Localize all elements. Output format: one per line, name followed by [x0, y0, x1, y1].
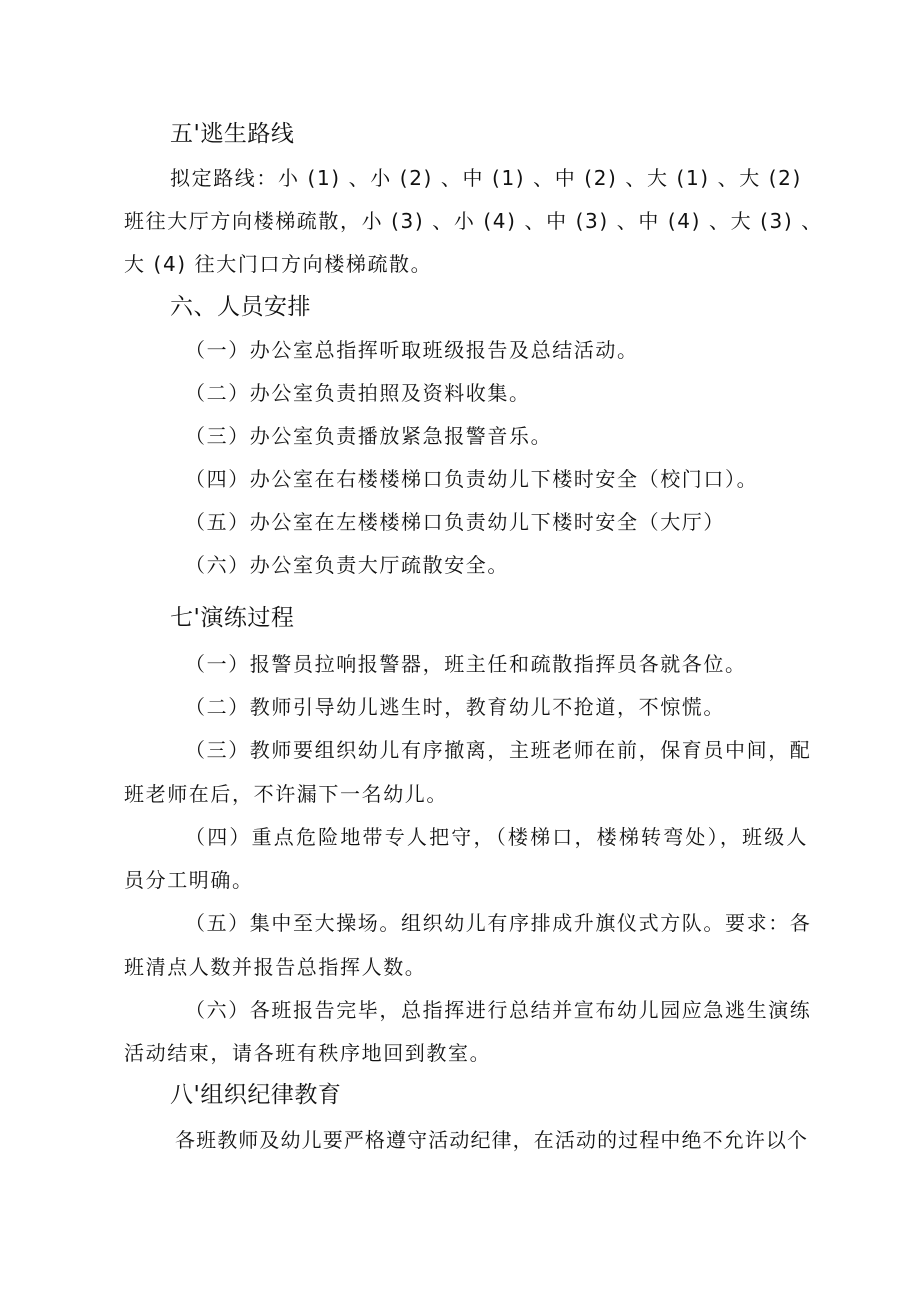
- list-item: （三）教师要组织幼儿有序撤离，主班老师在前，保育员中间，配: [185, 738, 812, 762]
- paragraph-line: 班清点人数并报告总指挥人数。: [124, 955, 427, 979]
- list-item: （五）集中至大操场。组织幼儿有序排成升旗仪式方队。要求：各: [185, 911, 812, 935]
- section-heading: 八'组织纪律教育: [170, 1082, 342, 1108]
- list-item: （六）办公室负责大厅疏散安全。: [185, 553, 509, 577]
- list-item: （二）办公室负责拍照及资料收集。: [185, 381, 531, 405]
- paragraph-line: 活动结束，请各班有秩序地回到教室。: [124, 1041, 492, 1065]
- list-item: （三）办公室负责播放紧急报警音乐。: [185, 424, 553, 448]
- list-item: （五）办公室在左楼楼梯口负责幼儿下楼时安全（大厅）: [185, 510, 725, 534]
- list-item: （一）办公室总指挥听取班级报告及总结活动。: [185, 338, 639, 362]
- section-heading: 六、人员安排: [170, 294, 311, 320]
- paragraph-line: 拟定路线：小 (1) 、小 (2) 、中 (1) 、中 (2) 、大 (1) 、大 (2): [170, 166, 802, 190]
- section-heading: 七'演练过程: [170, 605, 295, 631]
- list-item: （四）办公室在右楼楼梯口负责幼儿下楼时安全（校门口）。: [185, 467, 759, 491]
- list-item: （二）教师引导幼儿逃生时，教育幼儿不抢道，不惊慌。: [185, 695, 725, 719]
- list-item: （六）各班报告完毕，总指挥进行总结并宣布幼儿园应急逃生演练: [185, 998, 812, 1022]
- paragraph-line: 大 (4) 往大门口方向楼梯疏散。: [124, 252, 433, 276]
- list-item: （四）重点危险地带专人把守，（楼梯口，楼梯转弯处），班级人: [185, 825, 808, 849]
- paragraph-line: 各班教师及幼儿要严格遵守活动纪律，在活动的过程中绝不允许以个: [175, 1128, 808, 1152]
- section-heading: 五'逃生路线: [170, 121, 295, 147]
- paragraph-line: 班老师在后，不许漏下一名幼儿。: [124, 782, 448, 806]
- list-item: （一）报警员拉响报警器，班主任和疏散指挥员各就各位。: [185, 652, 747, 676]
- paragraph-line: 班往大厅方向楼梯疏散，小 (3) 、小 (4) 、中 (3) 、中 (4) 、大 (3) 、: [124, 209, 823, 233]
- paragraph-line: 员分工明确。: [124, 868, 254, 892]
